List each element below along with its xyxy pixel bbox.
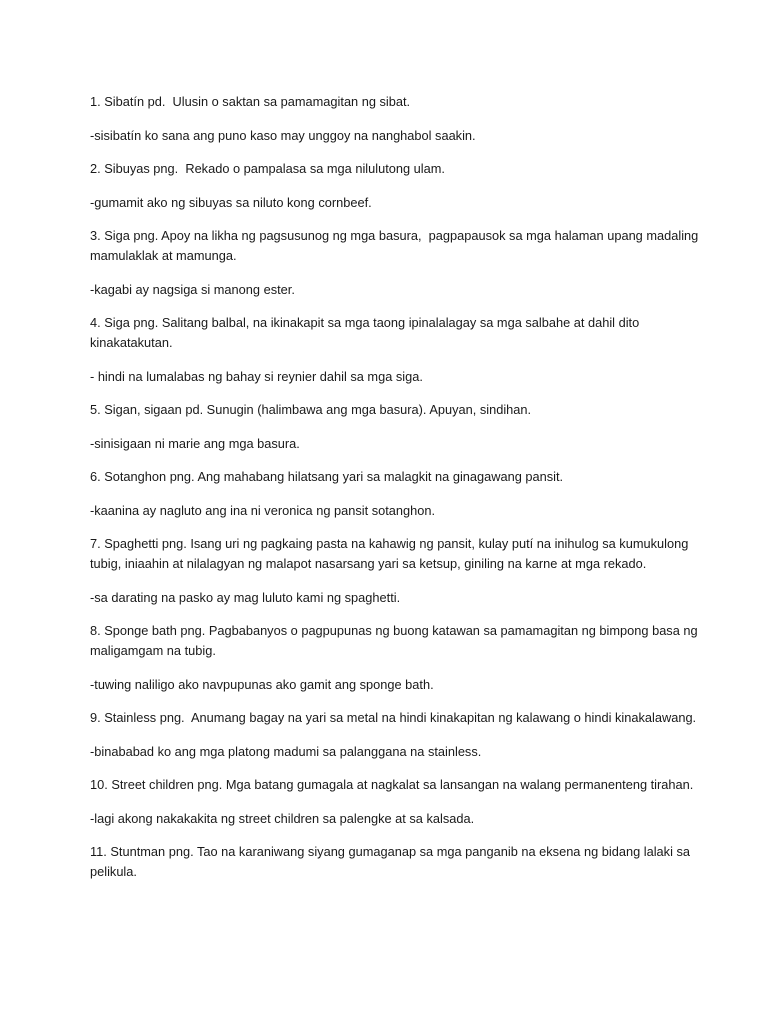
entry-3-definition: 3. Siga png. Apoy na likha ng pagsusunog ng mga basura, pagpapausok sa mga halaman upang madaling mamulaklak at mamunga.: [90, 228, 702, 263]
entry-7-definition: 7. Spaghetti png. Isang uri ng pagkaing pasta na kahawig ng pansit, kulay putí na inihulog sa kumukulong tubig, iniaahin at nilalagyan ng malapot nasarsang yari sa ketsup, giniling na karne at mga rekado.: [90, 536, 692, 571]
entry-9-definition: 9. Stainless png. Anumang bagay na yari sa metal na hindi kinakapitan ng kalawang o hindi kinakalawang.: [90, 710, 697, 725]
entry-8-definition: 8. Sponge bath png. Pagbabanyos o pagpupunas ng buong katawan sa pamamagitan ng bimpong basa ng maligamgam na tubig.: [90, 623, 702, 658]
entry-8-example: -tuwing naliligo ako navpupunas ako gamit ang sponge bath.: [90, 676, 434, 692]
entry-10-definition: 10. Street children png. Mga batang gumagala at nagkalat sa lansangan na walang permanenteng tirahan.: [90, 777, 694, 792]
entry-10-example: -lagi akong nakakakita ng street children sa palengke at sa kalsada.: [90, 810, 475, 826]
entry-1-definition: 1. Sibatín pd. Ulusin o saktan sa pamamagitan ng sibat.: [90, 94, 411, 109]
entry-2-definition: 2. Sibuyas png. Rekado o pampalasa sa mga nilulutong ulam.: [90, 161, 445, 176]
document-body: [90, 92, 710, 896]
entry-4-example: - hindi na lumalabas ng bahay si reynier dahil sa mga siga.: [90, 368, 423, 384]
entry-11-definition: 11. Stuntman png. Tao na karaniwang siyang gumaganap sa mga panganib na eksena ng bidang lalaki sa pelikula.: [90, 844, 694, 879]
entry-6-example: -kaanina ay nagluto ang ina ni veronica ng pansit sotanghon.: [90, 502, 436, 518]
entry-7-example: -sa darating na pasko ay mag luluto kami ng spaghetti.: [90, 589, 401, 605]
entry-5-definition: 5. Sigan, sigaan pd. Sunugin (halimbawa ang mga basura). Apuyan, sindihan.: [90, 402, 532, 417]
entry-2-example: -gumamit ako ng sibuyas sa niluto kong cornbeef.: [90, 194, 372, 210]
entry-5-example: -sinisigaan ni marie ang mga basura.: [90, 435, 300, 451]
entry-3-example: -kagabi ay nagsiga si manong ester.: [90, 281, 295, 297]
entry-6-definition: 6. Sotanghon png. Ang mahabang hilatsang yari sa malagkit na ginagawang pansit.: [90, 469, 564, 484]
entry-1-example: -sisibatín ko sana ang puno kaso may unggoy na nanghabol saakin.: [90, 127, 476, 143]
entry-4-definition: 4. Siga png. Salitang balbal, na ikinakapit sa mga taong ipinalalagay sa mga salbahe at dahil dito kinakatakutan.: [90, 315, 643, 350]
entry-9-example: -binababad ko ang mga platong madumi sa palanggana na stainless.: [90, 743, 482, 759]
